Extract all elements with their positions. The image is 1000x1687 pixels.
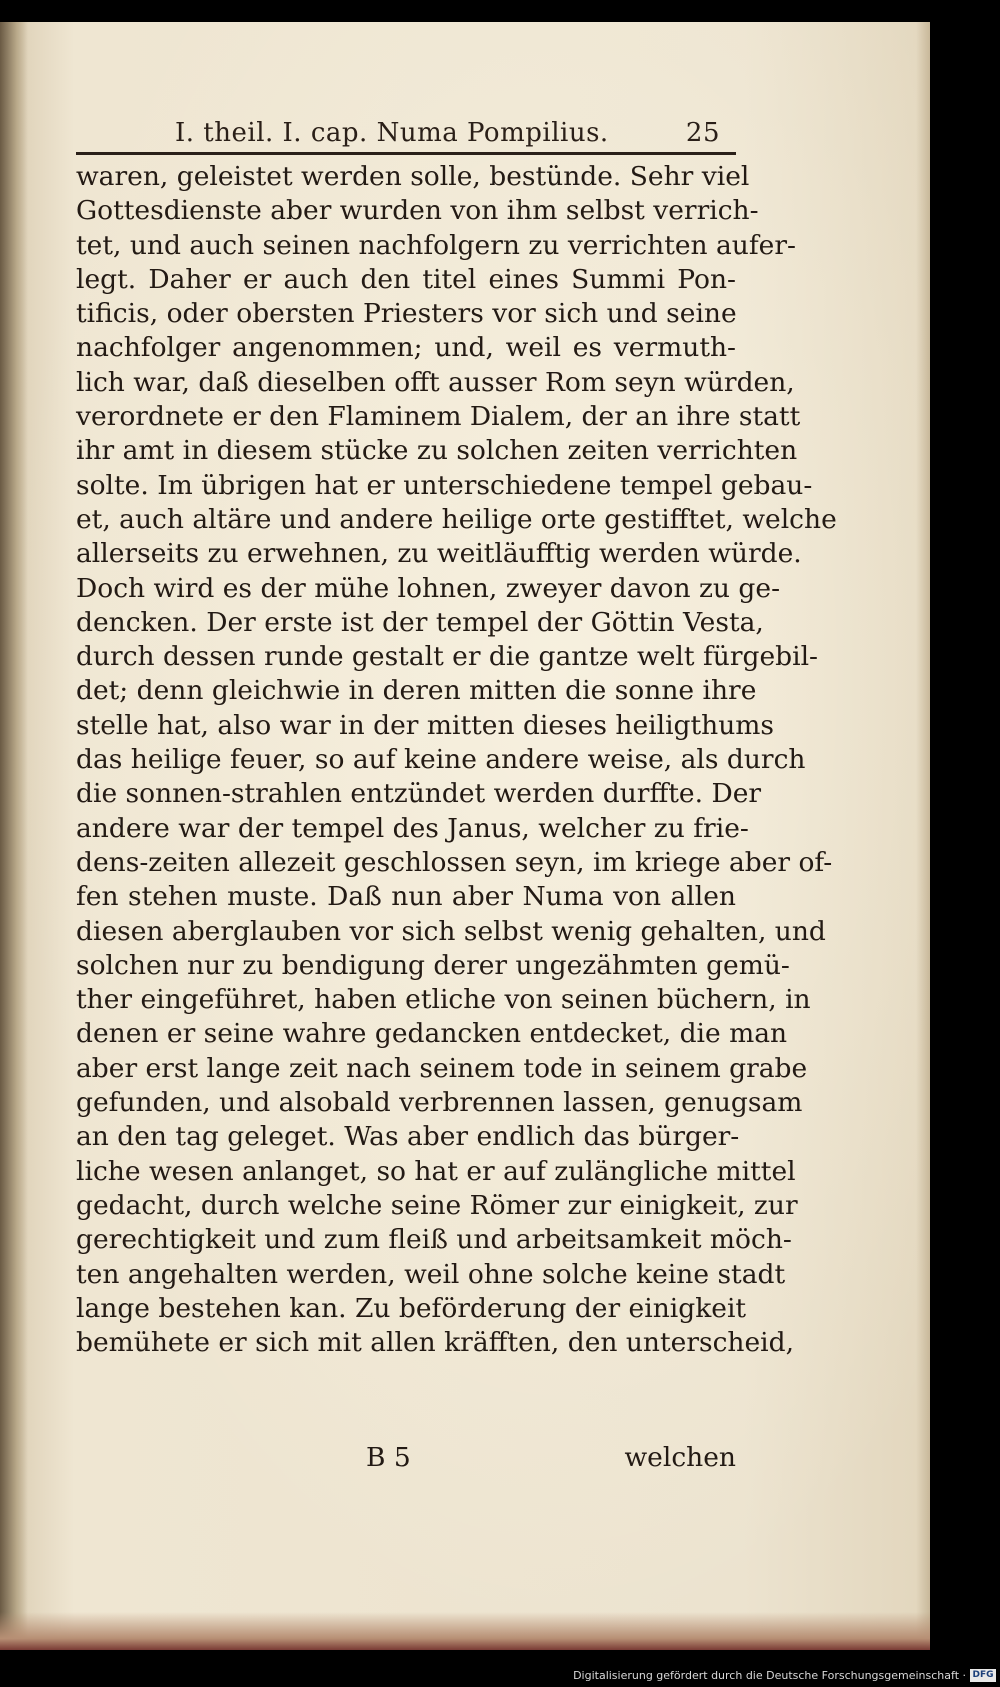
header-rule [76, 152, 736, 155]
text-line: ten angehalten werden, weil ohne solche keine stadt [76, 1258, 786, 1290]
running-head [175, 118, 720, 154]
dfg-logo-icon: DFG [970, 1669, 996, 1682]
text-line: solte. Im übrigen hat er unterschiedene tempel gebau- [76, 469, 813, 501]
text-line: Doch wird es der mühe lohnen, zweyer davon zu ge- [76, 572, 781, 604]
text-line: aber erst lange zeit nach seinem tode in seinem grabe [76, 1052, 808, 1084]
text-line: lich war, daß dieselben offt ausser Rom seyn würden, [76, 366, 795, 398]
text-line: Gottesdienste aber wurden von ihm selbst verrich- [76, 195, 759, 227]
page-right-edge [916, 22, 930, 1650]
text-line: stelle hat, also war in der mitten dieses heiligthums [76, 709, 775, 741]
text-line: dencken. Der erste ist der tempel der Göttin Vesta, [76, 606, 764, 638]
text-line: det; denn gleichwie in deren mitten die sonne ihre [76, 675, 757, 707]
credit-text: Digitalisierung gefördert durch die Deutsche Forschungsgemeinschaft · [573, 1668, 966, 1682]
text-line: allerseits zu erwehnen, zu weitläufftig werden würde. [76, 538, 802, 570]
text-line: gedacht, durch welche seine Römer zur einigkeit, zur [76, 1189, 798, 1221]
signature-mark: B 5 [366, 1442, 411, 1473]
text-line: solchen nur zu bendigung derer ungezähmten gemü- [76, 949, 790, 981]
text-line: gerechtigkeit und zum fleiß und arbeitsamkeit möch- [76, 1224, 792, 1256]
text-line: diesen aberglauben vor sich selbst wenig gehalten, und [76, 915, 826, 947]
text-line: nachfolger angenommen; und, weil es vermuth- [76, 332, 736, 364]
running-head-title: I. theil. I. cap. Numa Pompilius. [175, 118, 609, 148]
text-line: waren, geleistet werden solle, bestünde. Sehr viel [76, 161, 750, 192]
text-line: et, auch altäre und andere heilige orte gestifftet, welche [76, 503, 837, 535]
page-footer [76, 1442, 736, 1478]
text-line: das heilige feuer, so auf keine andere weise, als durch [76, 744, 806, 776]
page-binding-shadow [0, 22, 28, 1650]
text-line: dens-zeiten allezeit geschlossen seyn, im kriege aber of- [76, 846, 833, 878]
text-line: die sonnen-strahlen entzündet werden durffte. Der [76, 778, 762, 810]
text-line: durch dessen runde gestalt er die gantze welt fürgebil- [76, 641, 818, 673]
text-line: verordnete er den Flaminem Dialem, der an ihre statt [76, 401, 801, 433]
text-line: an den tag geleget. Was aber endlich das bürger- [76, 1121, 740, 1153]
text-line: legt. Daher er auch den titel eines Summi Pon- [76, 263, 736, 295]
catchword: welchen [624, 1442, 736, 1473]
text-line: liche wesen anlanget, so hat er auf zulängliche mittel [76, 1155, 796, 1187]
text-line: gefunden, und alsobald verbrennen lassen, genugsam [76, 1087, 803, 1119]
digitization-credit [573, 1665, 996, 1685]
text-line: tificis, oder obersten Priesters vor sich und seine [76, 298, 737, 330]
text-line: bemühete er sich mit allen kräfften, den unterscheid, [76, 1327, 795, 1359]
text-line: denen er seine wahre gedancken entdecket, die man [76, 1018, 788, 1050]
text-line: andere war der tempel des Janus, welcher zu frie- [76, 812, 749, 844]
text-line: lange bestehen kan. Zu beförderung der einigkeit [76, 1292, 747, 1324]
page-bottom-edge [0, 1612, 930, 1650]
page-number: 25 [685, 118, 720, 148]
body-text [76, 160, 837, 1360]
text-line: fen stehen muste. Daß nun aber Numa von allen [76, 881, 736, 913]
text-line: tet, und auch seinen nachfolgern zu verrichten aufer- [76, 229, 796, 261]
text-line: ihr amt in diesem stücke zu solchen zeiten verrichten [76, 435, 798, 467]
text-line: ther eingeführet, haben etliche von seinen büchern, in [76, 984, 811, 1016]
